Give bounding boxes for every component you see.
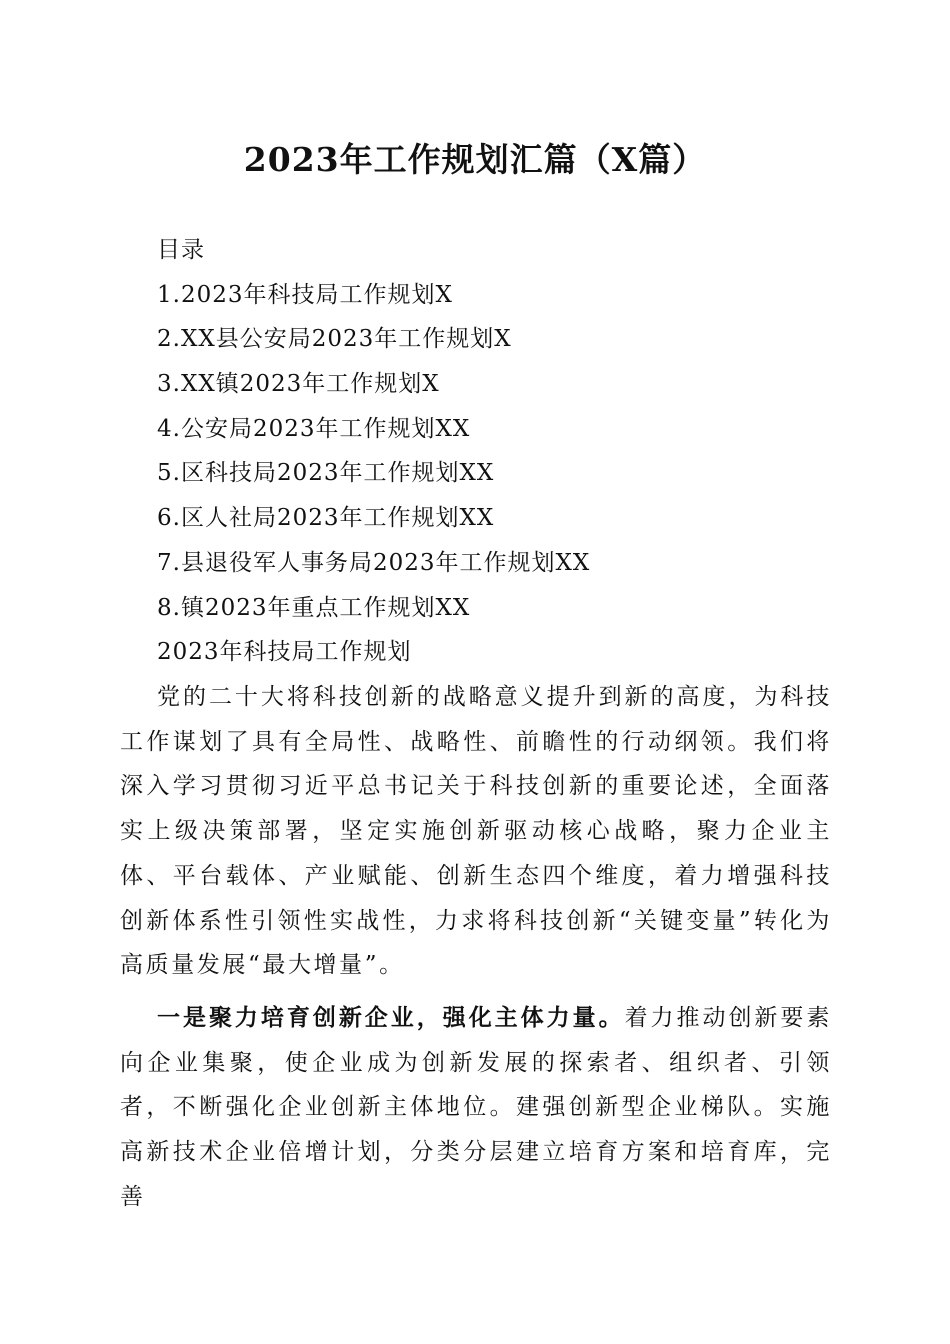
document-title: 2023年工作规划汇篇（X篇）	[243, 140, 707, 179]
toc-item: 4.公安局2023年工作规划XX	[157, 415, 471, 442]
toc-item: 8.镇2023年重点工作规划XX	[157, 594, 471, 621]
toc-item: 1.2023年科技局工作规划X	[157, 281, 453, 308]
toc-item: 6.区人社局2023年工作规划XX	[157, 505, 495, 532]
table-of-contents	[157, 228, 857, 675]
toc-item: 2.XX县公安局2023年工作规划X	[157, 326, 512, 353]
paragraph-intro: 党的二十大将科技创新的战略意义提升到新的高度，为科技工作谋划了具有全局性、战略性、前瞻性的行动纲领。我们将深入学习贯彻习近平总书记关于科技创新的重要论述，全面落实上级决策部署，坚定实施创新驱动核心战略，聚力企业主体、平台载体、产业赋能、创新生态四个维度，着力增强科技创新体系性引领性实战性，力求将科技创新“关键变量”转化为高质量发展“最大增量”。	[120, 684, 832, 979]
toc-item: 7.县退役军人事务局2023年工作规划XX	[157, 549, 591, 576]
section-heading: 2023年科技局工作规划	[157, 639, 412, 666]
toc-item: 3.XX镇2023年工作规划X	[157, 371, 440, 398]
toc-item: 5.区科技局2023年工作规划XX	[157, 460, 495, 487]
section-body	[120, 675, 832, 1219]
paragraph-first-point	[120, 996, 832, 1220]
paragraph-text: 着力推动创新要素向企业集聚，使企业成为创新发展的探索者、组织者、引领者，不断强化企业创新主体地位。建强创新型企业梯队。实施高新技术企业倍增计划，分类分层建立培育方案和培育库，完善	[120, 1004, 832, 1210]
toc-heading: 目录	[157, 237, 205, 263]
paragraph-lead-bold: 一是聚力培育创新企业，强化主体力量。	[157, 1003, 625, 1031]
